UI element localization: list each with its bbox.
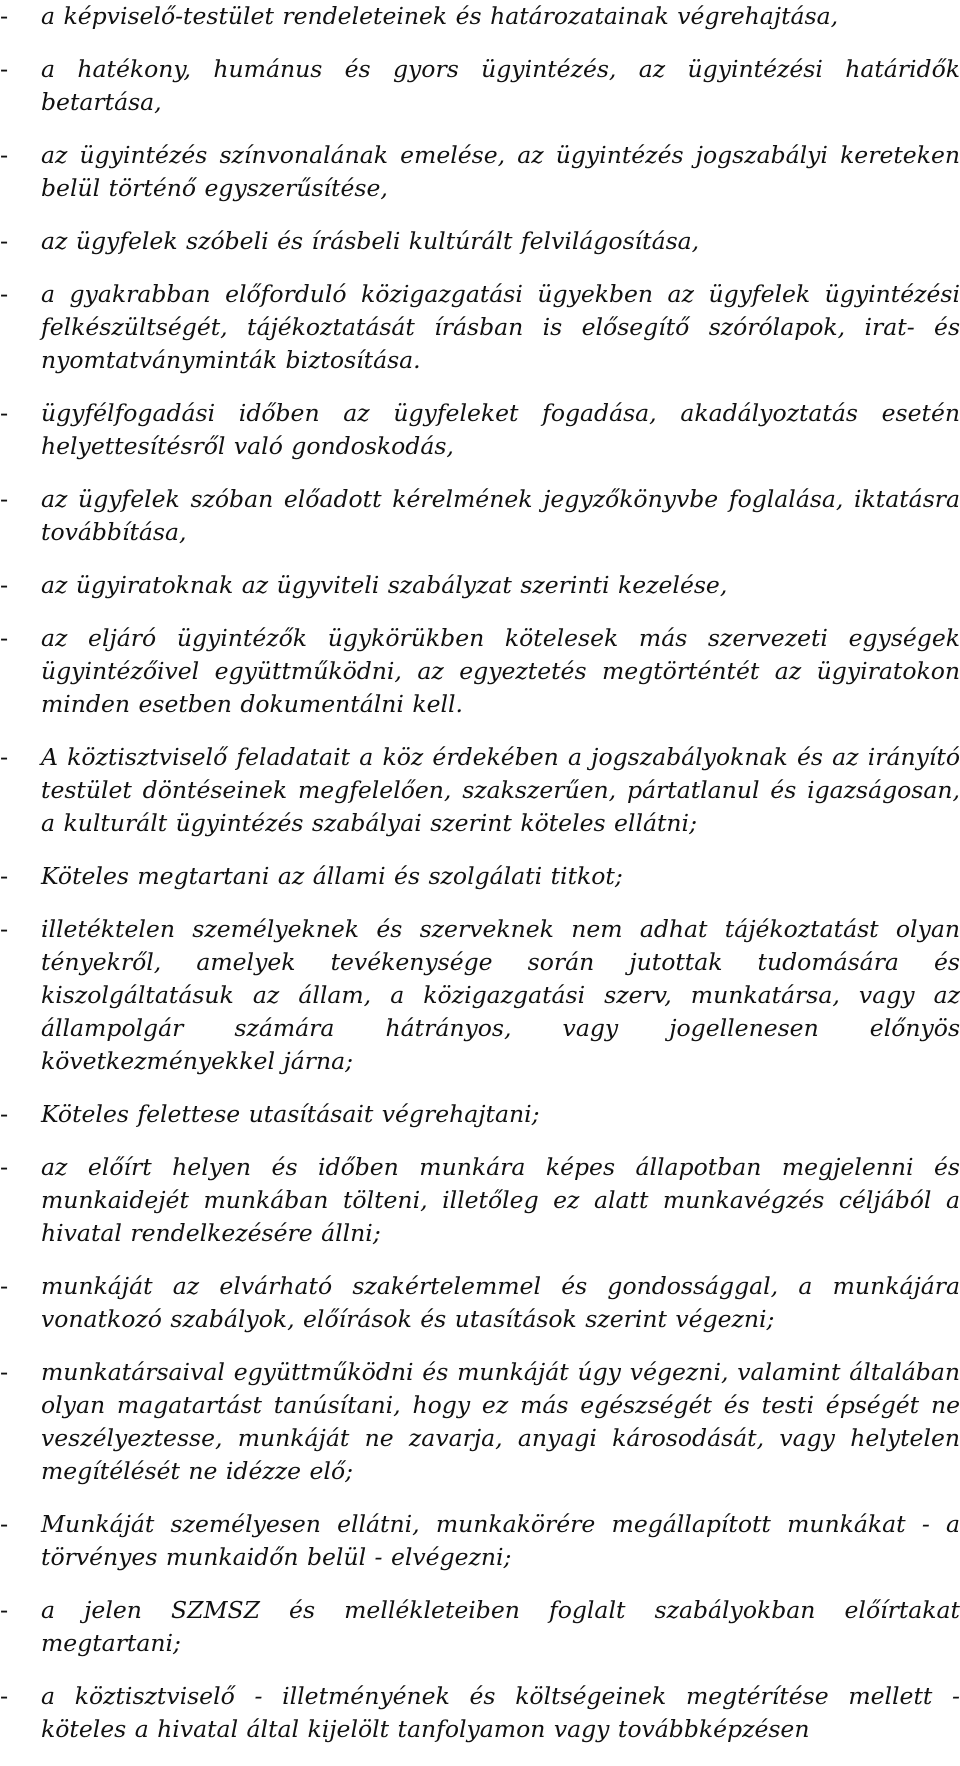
bullet-dash: - <box>0 862 9 890</box>
bullet-dash: - <box>0 743 9 771</box>
list-item-text: a gyakrabban előforduló közigazgatási ügyekben az ügyfelek ügyintézési felkészültségét, tájékoztatását írásban is elősegítő szórólapok, irat- és nyomtatványminták biztosítása. <box>41 280 960 374</box>
bullet-dash: - <box>0 141 9 169</box>
list-item-text: illetéktelen személyeknek és szerveknek nem adhat tájékoztatást olyan tényekről, amelyek tevékenysége során jutottak tudomására és kiszolgáltatásuk az állam, a közigazgatási szerv, munkatársa, vagy az állampolgár számára hátrányos, vagy jogellenesen előnyös következményekkel járna; <box>41 915 960 1075</box>
list-item-text: Köteles felettese utasításait végrehajtani; <box>41 1100 540 1128</box>
list-item <box>0 741 960 840</box>
bullet-dash: - <box>0 55 9 83</box>
bullet-dash: - <box>0 571 9 599</box>
list-item <box>0 622 960 721</box>
list-item-text: munkatársaival együttműködni és munkáját úgy végezni, valamint általában olyan magatartást tanúsítani, hogy ez más egészségét és testi épségét ne veszélyeztesse, munkáját ne zavarja, anyagi károsodását, vagy helytelen megítélését ne idézze elő; <box>41 1358 960 1485</box>
list-item <box>0 913 960 1078</box>
list-item <box>0 225 960 258</box>
bullet-dash: - <box>0 1153 9 1181</box>
bullet-dash: - <box>0 1358 9 1386</box>
list-item <box>0 1098 960 1131</box>
bullet-dash: - <box>0 915 9 943</box>
list-item <box>0 278 960 377</box>
list-item <box>0 139 960 205</box>
list-item-text: Köteles megtartani az állami és szolgálati titkot; <box>41 862 623 890</box>
list-item <box>0 569 960 602</box>
list-item <box>0 53 960 119</box>
list-item <box>0 1680 960 1746</box>
list-item <box>0 1356 960 1488</box>
list-item-text: az ügyfelek szóbeli és írásbeli kultúrált felvilágosítása, <box>41 227 700 255</box>
bullet-dash: - <box>0 1100 9 1128</box>
list-item-text: A köztisztviselő feladatait a köz érdekében a jogszabályoknak és az irányító testület döntéseinek megfelelően, szakszerűen, pártatlanul és igazságosan, a kulturált ügyintézés szabályai szerint köteles ellátni; <box>41 743 960 837</box>
bullet-dash: - <box>0 1596 9 1624</box>
bullet-dash: - <box>0 280 9 308</box>
bullet-dash: - <box>0 2 9 30</box>
bullet-dash: - <box>0 399 9 427</box>
list-item-text: a hatékony, humánus és gyors ügyintézés, az ügyintézési határidők betartása, <box>41 55 960 116</box>
list-item <box>0 1594 960 1660</box>
list-item-text: a köztisztviselő - illetményének és költségeinek megtérítése mellett - köteles a hivatal által kijelölt tanfolyamon vagy továbbképzésen <box>41 1682 960 1743</box>
list-item <box>0 397 960 463</box>
list-item-text: munkáját az elvárható szakértelemmel és gondossággal, a munkájára vonatkozó szabályok, előírások és utasítások szerint végezni; <box>41 1272 960 1333</box>
list-item-text: az ügyintézés színvonalának emelése, az ügyintézés jogszabályi kereteken belül történő egyszerűsítése, <box>41 141 960 202</box>
list-item-text: az eljáró ügyintézők ügykörükben kötelesek más szervezeti egységek ügyintézőivel együttműködni, az egyeztetés megtörténtét az ügyiratokon minden esetben dokumentálni kell. <box>41 624 960 718</box>
list-item <box>0 483 960 549</box>
bullet-dash: - <box>0 227 9 255</box>
list-item-text: ügyfélfogadási időben az ügyfeleket fogadása, akadályoztatás esetén helyettesítésről való gondoskodás, <box>41 399 960 460</box>
bullet-dash: - <box>0 1272 9 1300</box>
list-item-text: Munkáját személyesen ellátni, munkakörére megállapított munkákat - a törvényes munkaidőn belül - elvégezni; <box>41 1510 960 1571</box>
list-item-text: a képviselő-testület rendeleteinek és határozatainak végrehajtása, <box>41 2 839 30</box>
list-item <box>0 860 960 893</box>
list-item <box>0 1151 960 1250</box>
list-item-text: az előírt helyen és időben munkára képes állapotban megjelenni és munkaidejét munkában tölteni, illetőleg ez alatt munkavégzés céljából a hivatal rendelkezésére állni; <box>41 1153 960 1247</box>
list-item-text: a jelen SZMSZ és mellékleteiben foglalt szabályokban előírtakat megtartani; <box>41 1596 960 1657</box>
bullet-dash: - <box>0 1510 9 1538</box>
list-item-text: az ügyiratoknak az ügyviteli szabályzat szerinti kezelése, <box>41 571 728 599</box>
bullet-dash: - <box>0 624 9 652</box>
list-item-text: az ügyfelek szóban előadott kérelmének jegyzőkönyvbe foglalása, iktatásra továbbítása, <box>41 485 960 546</box>
bullet-dash: - <box>0 1682 9 1710</box>
list-item <box>0 0 960 33</box>
list-item <box>0 1508 960 1574</box>
list-item <box>0 1270 960 1336</box>
bullet-dash: - <box>0 485 9 513</box>
